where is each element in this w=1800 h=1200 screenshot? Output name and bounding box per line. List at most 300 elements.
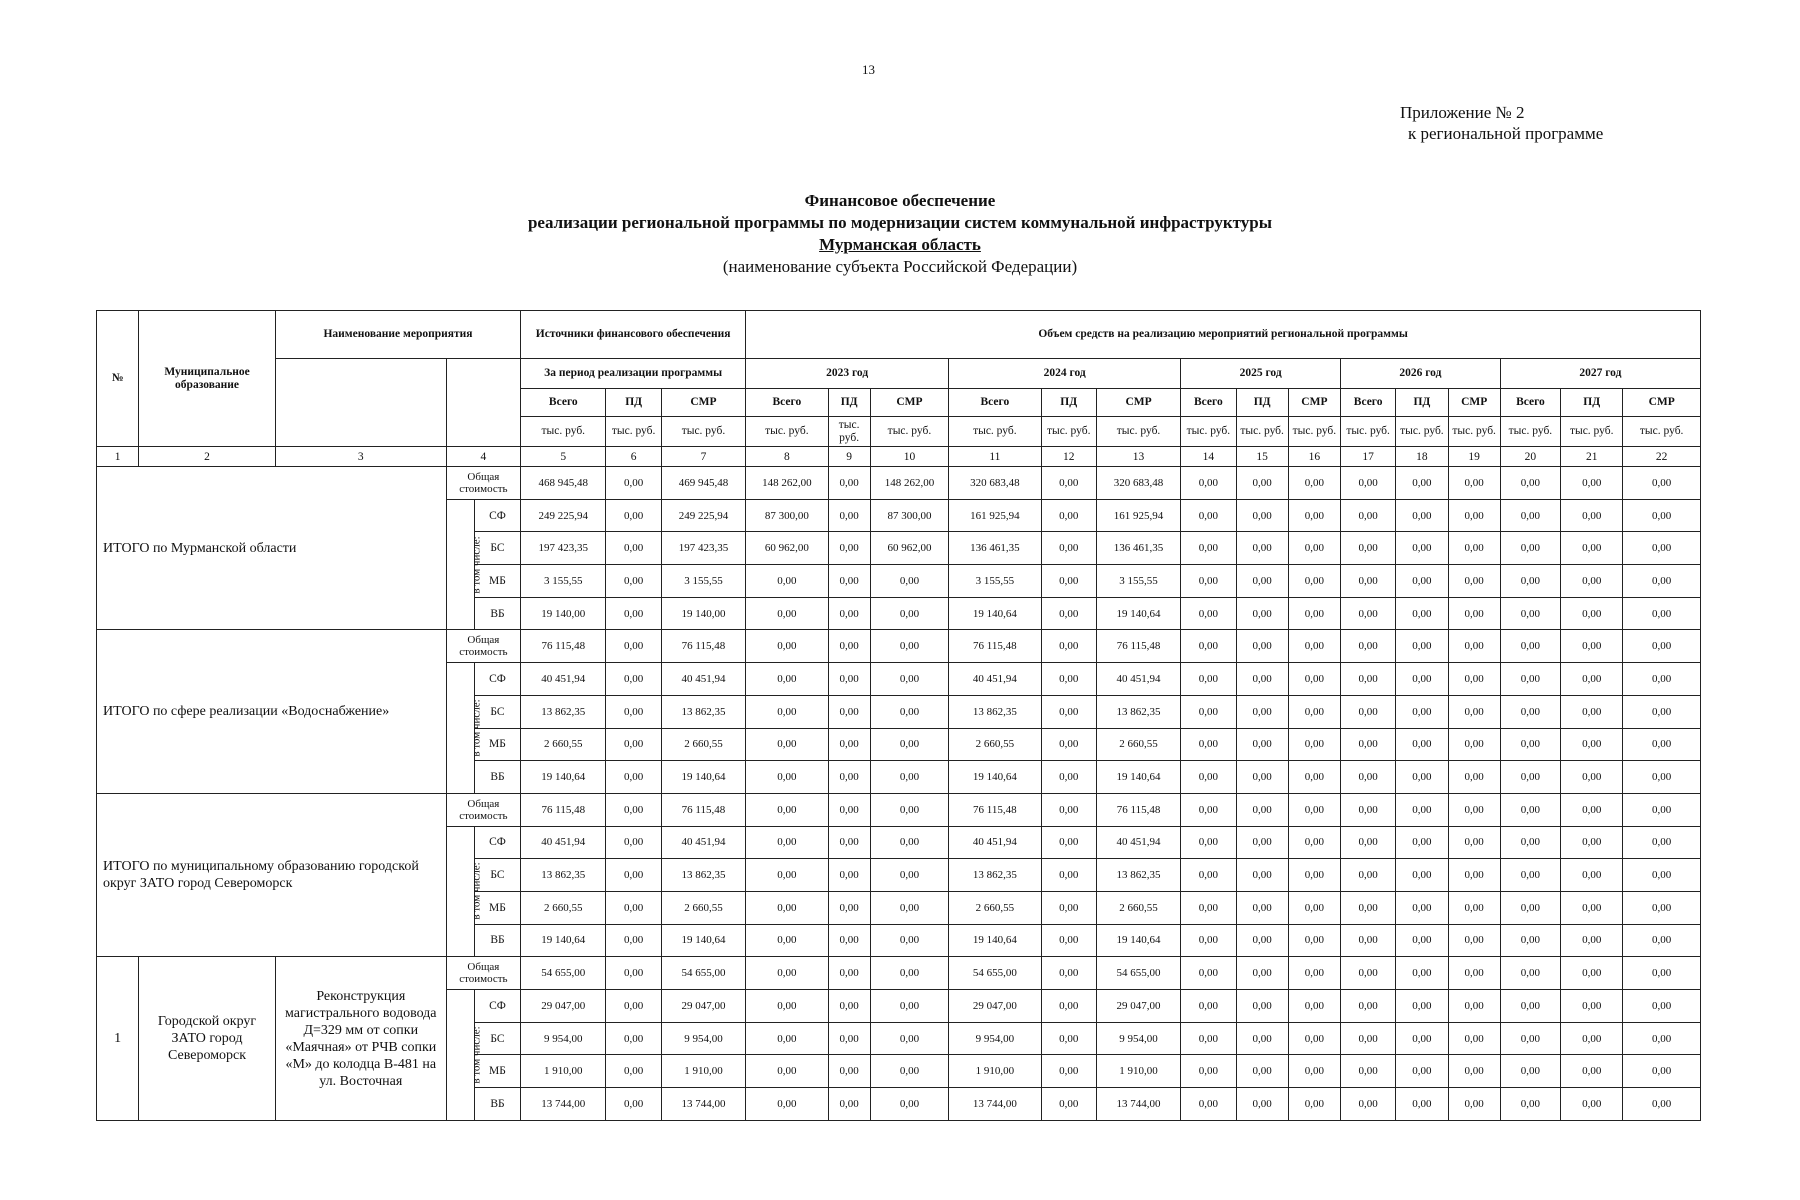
project-municipality: Городской округ ЗАТО город Североморск bbox=[139, 957, 276, 1120]
in-that-text: в том числе: bbox=[470, 699, 483, 757]
value-cell: 0,00 bbox=[1500, 859, 1560, 892]
source-code: МБ bbox=[474, 728, 520, 761]
value-cell: 29 047,00 bbox=[1096, 990, 1180, 1023]
value-cell: 0,00 bbox=[1561, 859, 1623, 892]
value-cell: 0,00 bbox=[1041, 597, 1096, 630]
value-cell: 54 655,00 bbox=[521, 957, 606, 990]
in-that-label bbox=[446, 990, 483, 1121]
value-cell: 0,00 bbox=[746, 859, 828, 892]
source-code: МБ bbox=[474, 565, 520, 598]
value-cell: 40 451,94 bbox=[521, 826, 606, 859]
value-cell: 0,00 bbox=[746, 695, 828, 728]
value-cell: 0,00 bbox=[1181, 597, 1236, 630]
value-cell: 13 862,35 bbox=[521, 695, 606, 728]
value-cell: 0,00 bbox=[1561, 761, 1623, 794]
value-cell: 0,00 bbox=[1500, 1088, 1560, 1121]
value-cell: 0,00 bbox=[870, 597, 948, 630]
value-cell: 0,00 bbox=[1561, 891, 1623, 924]
subheader-pd: ПД bbox=[606, 389, 661, 417]
table-row bbox=[97, 793, 1701, 826]
value-cell: 0,00 bbox=[1288, 761, 1340, 794]
value-cell: 0,00 bbox=[1448, 1055, 1500, 1088]
value-cell: 0,00 bbox=[1500, 565, 1560, 598]
subheader-vsego: Всего bbox=[949, 389, 1041, 417]
value-cell: 0,00 bbox=[1396, 1022, 1448, 1055]
value-cell: 0,00 bbox=[746, 728, 828, 761]
value-cell: 197 423,35 bbox=[661, 532, 745, 565]
unit-label: тыс. руб. bbox=[1623, 417, 1701, 447]
col-municipality-header: Муниципальное образование bbox=[139, 311, 276, 447]
value-cell: 0,00 bbox=[1041, 924, 1096, 957]
value-cell: 1 910,00 bbox=[949, 1055, 1041, 1088]
project-event: Реконструкция магистрального водовода Д=329 мм от сопки «Маячная» от РЧВ сопки «М» до колодца В-481 на ул. Восточная bbox=[275, 957, 446, 1120]
source-code: ВБ bbox=[474, 924, 520, 957]
value-cell: 0,00 bbox=[1181, 728, 1236, 761]
value-cell: 0,00 bbox=[1236, 957, 1288, 990]
value-cell: 0,00 bbox=[1341, 826, 1396, 859]
value-cell: 2 660,55 bbox=[1096, 891, 1180, 924]
value-cell: 0,00 bbox=[1341, 859, 1396, 892]
subheader-smr: СМР bbox=[661, 389, 745, 417]
source-code: ВБ bbox=[474, 1088, 520, 1121]
value-cell: 0,00 bbox=[1236, 1055, 1288, 1088]
value-cell: 0,00 bbox=[1288, 891, 1340, 924]
value-cell: 0,00 bbox=[870, 1022, 948, 1055]
column-number: 13 bbox=[1096, 447, 1180, 467]
value-cell: 13 862,35 bbox=[1096, 695, 1180, 728]
value-cell: 0,00 bbox=[828, 630, 870, 663]
value-cell: 0,00 bbox=[1236, 793, 1288, 826]
value-cell: 0,00 bbox=[606, 565, 661, 598]
unit-label: тыс. руб. bbox=[1500, 417, 1560, 447]
value-cell: 0,00 bbox=[1448, 891, 1500, 924]
value-cell: 0,00 bbox=[606, 990, 661, 1023]
value-cell: 0,00 bbox=[1041, 467, 1096, 500]
col-volume-header: Объем средств на реализацию мероприятий региональной программы bbox=[746, 311, 1701, 359]
value-cell: 249 225,94 bbox=[661, 499, 745, 532]
value-cell: 0,00 bbox=[1041, 630, 1096, 663]
value-cell: 0,00 bbox=[1288, 499, 1340, 532]
column-number: 15 bbox=[1236, 447, 1288, 467]
source-code: СФ bbox=[474, 663, 520, 696]
column-number: 4 bbox=[446, 447, 520, 467]
value-cell: 0,00 bbox=[1396, 565, 1448, 598]
value-cell: 0,00 bbox=[870, 728, 948, 761]
value-cell: 54 655,00 bbox=[1096, 957, 1180, 990]
unit-label: тыс. руб. bbox=[1396, 417, 1448, 447]
value-cell: 0,00 bbox=[1500, 891, 1560, 924]
value-cell: 0,00 bbox=[606, 597, 661, 630]
value-cell: 0,00 bbox=[828, 761, 870, 794]
value-cell: 0,00 bbox=[1181, 630, 1236, 663]
value-cell: 76 115,48 bbox=[661, 630, 745, 663]
value-cell: 0,00 bbox=[1041, 793, 1096, 826]
source-code: БС bbox=[474, 695, 520, 728]
value-cell: 13 744,00 bbox=[1096, 1088, 1180, 1121]
value-cell: 0,00 bbox=[870, 1088, 948, 1121]
value-cell: 0,00 bbox=[606, 1055, 661, 1088]
value-cell: 0,00 bbox=[1448, 695, 1500, 728]
value-cell: 0,00 bbox=[1623, 1022, 1701, 1055]
subheader-vsego: Всего bbox=[1500, 389, 1560, 417]
value-cell: 0,00 bbox=[1041, 663, 1096, 696]
value-cell: 0,00 bbox=[606, 499, 661, 532]
value-cell: 0,00 bbox=[1396, 663, 1448, 696]
value-cell: 0,00 bbox=[1500, 924, 1560, 957]
value-cell: 0,00 bbox=[1041, 826, 1096, 859]
column-number: 8 bbox=[746, 447, 828, 467]
value-cell: 0,00 bbox=[1561, 532, 1623, 565]
value-cell: 0,00 bbox=[746, 663, 828, 696]
value-cell: 0,00 bbox=[1288, 467, 1340, 500]
value-cell: 2 660,55 bbox=[949, 891, 1041, 924]
value-cell: 19 140,64 bbox=[949, 761, 1041, 794]
column-number: 1 bbox=[97, 447, 139, 467]
value-cell: 0,00 bbox=[1561, 499, 1623, 532]
value-cell: 0,00 bbox=[828, 793, 870, 826]
value-cell: 0,00 bbox=[1288, 1055, 1340, 1088]
value-cell: 136 461,35 bbox=[1096, 532, 1180, 565]
value-cell: 0,00 bbox=[1041, 891, 1096, 924]
value-cell: 0,00 bbox=[1623, 597, 1701, 630]
value-cell: 0,00 bbox=[1236, 467, 1288, 500]
subheader-vsego: Всего bbox=[1181, 389, 1236, 417]
value-cell: 0,00 bbox=[1448, 924, 1500, 957]
subheader-vsego: Всего bbox=[746, 389, 828, 417]
value-cell: 29 047,00 bbox=[949, 990, 1041, 1023]
value-cell: 60 962,00 bbox=[746, 532, 828, 565]
value-cell: 0,00 bbox=[1236, 565, 1288, 598]
column-number: 10 bbox=[870, 447, 948, 467]
value-cell: 0,00 bbox=[870, 630, 948, 663]
value-cell: 0,00 bbox=[1448, 499, 1500, 532]
value-cell: 0,00 bbox=[1623, 957, 1701, 990]
value-cell: 0,00 bbox=[828, 990, 870, 1023]
value-cell: 0,00 bbox=[1181, 1055, 1236, 1088]
value-cell: 0,00 bbox=[1448, 793, 1500, 826]
subheader-smr: СМР bbox=[1096, 389, 1180, 417]
value-cell: 0,00 bbox=[1561, 1055, 1623, 1088]
value-cell: 468 945,48 bbox=[521, 467, 606, 500]
value-cell: 0,00 bbox=[1561, 728, 1623, 761]
value-cell: 0,00 bbox=[1561, 663, 1623, 696]
value-cell: 148 262,00 bbox=[746, 467, 828, 500]
value-cell: 0,00 bbox=[1341, 728, 1396, 761]
value-cell: 0,00 bbox=[828, 532, 870, 565]
value-cell: 0,00 bbox=[1288, 728, 1340, 761]
value-cell: 0,00 bbox=[1448, 957, 1500, 990]
value-cell: 0,00 bbox=[1041, 532, 1096, 565]
column-number: 9 bbox=[828, 447, 870, 467]
source-code: СФ bbox=[474, 826, 520, 859]
source-code: БС bbox=[474, 532, 520, 565]
value-cell: 0,00 bbox=[1041, 957, 1096, 990]
value-cell: 0,00 bbox=[606, 859, 661, 892]
financing-table bbox=[96, 310, 1701, 1121]
value-cell: 0,00 bbox=[828, 859, 870, 892]
value-cell: 0,00 bbox=[1500, 630, 1560, 663]
value-cell: 29 047,00 bbox=[521, 990, 606, 1023]
value-cell: 0,00 bbox=[828, 728, 870, 761]
value-cell: 2 660,55 bbox=[521, 891, 606, 924]
value-cell: 9 954,00 bbox=[949, 1022, 1041, 1055]
value-cell: 0,00 bbox=[1396, 793, 1448, 826]
value-cell: 19 140,64 bbox=[661, 924, 745, 957]
value-cell: 161 925,94 bbox=[1096, 499, 1180, 532]
value-cell: 0,00 bbox=[1181, 1088, 1236, 1121]
source-code: БС bbox=[474, 859, 520, 892]
source-code: БС bbox=[474, 1022, 520, 1055]
title-line-2: реализации региональной программы по модернизации систем коммунальной инфраструктуры bbox=[527, 213, 1273, 232]
value-cell: 0,00 bbox=[1396, 924, 1448, 957]
value-cell: 0,00 bbox=[1041, 728, 1096, 761]
value-cell: 0,00 bbox=[746, 597, 828, 630]
value-cell: 0,00 bbox=[870, 891, 948, 924]
value-cell: 0,00 bbox=[1623, 826, 1701, 859]
value-cell: 13 744,00 bbox=[661, 1088, 745, 1121]
value-cell: 0,00 bbox=[1181, 793, 1236, 826]
in-that-label bbox=[446, 499, 483, 630]
value-cell: 0,00 bbox=[870, 924, 948, 957]
value-cell: 0,00 bbox=[828, 565, 870, 598]
subheader-pd: ПД bbox=[1041, 389, 1096, 417]
value-cell: 469 945,48 bbox=[661, 467, 745, 500]
value-cell: 0,00 bbox=[1500, 761, 1560, 794]
value-cell: 0,00 bbox=[1181, 499, 1236, 532]
value-cell: 0,00 bbox=[1288, 695, 1340, 728]
value-cell: 0,00 bbox=[1500, 1055, 1560, 1088]
value-cell: 0,00 bbox=[1236, 1088, 1288, 1121]
value-cell: 0,00 bbox=[1181, 565, 1236, 598]
value-cell: 0,00 bbox=[606, 663, 661, 696]
value-cell: 0,00 bbox=[828, 597, 870, 630]
value-cell: 0,00 bbox=[828, 695, 870, 728]
value-cell: 19 140,64 bbox=[1096, 761, 1180, 794]
value-cell: 0,00 bbox=[1341, 891, 1396, 924]
value-cell: 3 155,55 bbox=[949, 565, 1041, 598]
value-cell: 0,00 bbox=[606, 826, 661, 859]
value-cell: 0,00 bbox=[1181, 826, 1236, 859]
value-cell: 19 140,00 bbox=[521, 597, 606, 630]
value-cell: 0,00 bbox=[1236, 663, 1288, 696]
value-cell: 0,00 bbox=[1288, 1022, 1340, 1055]
value-cell: 0,00 bbox=[1396, 826, 1448, 859]
value-cell: 320 683,48 bbox=[949, 467, 1041, 500]
value-cell: 0,00 bbox=[1623, 728, 1701, 761]
value-cell: 0,00 bbox=[1623, 1055, 1701, 1088]
value-cell: 13 862,35 bbox=[949, 695, 1041, 728]
value-cell: 0,00 bbox=[828, 663, 870, 696]
value-cell: 0,00 bbox=[1448, 663, 1500, 696]
value-cell: 2 660,55 bbox=[661, 728, 745, 761]
year-2025-header: 2025 год bbox=[1181, 359, 1341, 389]
value-cell: 0,00 bbox=[1041, 1055, 1096, 1088]
value-cell: 0,00 bbox=[1288, 532, 1340, 565]
source-code: ВБ bbox=[474, 597, 520, 630]
column-number: 14 bbox=[1181, 447, 1236, 467]
value-cell: 0,00 bbox=[746, 891, 828, 924]
value-cell: 0,00 bbox=[1561, 924, 1623, 957]
unit-label: тыс. руб. bbox=[1041, 417, 1096, 447]
value-cell: 0,00 bbox=[606, 467, 661, 500]
value-cell: 0,00 bbox=[606, 891, 661, 924]
value-cell: 0,00 bbox=[1041, 565, 1096, 598]
value-cell: 76 115,48 bbox=[1096, 630, 1180, 663]
value-cell: 19 140,64 bbox=[521, 761, 606, 794]
value-cell: 0,00 bbox=[1396, 630, 1448, 663]
project-number: 1 bbox=[97, 957, 139, 1120]
region-caption: (наименование субъекта Российской Федерации) bbox=[722, 257, 1078, 276]
value-cell: 0,00 bbox=[1341, 597, 1396, 630]
column-number: 18 bbox=[1396, 447, 1448, 467]
value-cell: 0,00 bbox=[1341, 793, 1396, 826]
value-cell: 0,00 bbox=[1288, 859, 1340, 892]
value-cell: 0,00 bbox=[1341, 990, 1396, 1023]
value-cell: 19 140,64 bbox=[521, 924, 606, 957]
value-cell: 0,00 bbox=[1396, 859, 1448, 892]
value-cell: 0,00 bbox=[1288, 663, 1340, 696]
value-cell: 0,00 bbox=[1041, 695, 1096, 728]
value-cell: 13 862,35 bbox=[661, 695, 745, 728]
value-cell: 0,00 bbox=[1561, 990, 1623, 1023]
col-num-header: № bbox=[97, 311, 139, 447]
value-cell: 0,00 bbox=[1623, 565, 1701, 598]
value-cell: 0,00 bbox=[1448, 565, 1500, 598]
value-cell: 0,00 bbox=[1623, 859, 1701, 892]
value-cell: 0,00 bbox=[746, 630, 828, 663]
value-cell: 0,00 bbox=[1288, 565, 1340, 598]
value-cell: 0,00 bbox=[746, 1055, 828, 1088]
col-event-header: Наименование мероприятия bbox=[275, 311, 520, 359]
unit-label: тыс. руб. bbox=[870, 417, 948, 447]
source-subheader-empty bbox=[446, 359, 520, 447]
value-cell: 13 862,35 bbox=[949, 859, 1041, 892]
subheader-pd: ПД bbox=[1396, 389, 1448, 417]
subheader-pd: ПД bbox=[1561, 389, 1623, 417]
unit-label: тыс. руб. bbox=[1448, 417, 1500, 447]
value-cell: 0,00 bbox=[606, 532, 661, 565]
value-cell: 0,00 bbox=[1561, 630, 1623, 663]
value-cell: 0,00 bbox=[1236, 695, 1288, 728]
value-cell: 0,00 bbox=[828, 1022, 870, 1055]
value-cell: 87 300,00 bbox=[870, 499, 948, 532]
value-cell: 40 451,94 bbox=[1096, 826, 1180, 859]
value-cell: 0,00 bbox=[1500, 467, 1560, 500]
value-cell: 0,00 bbox=[1288, 1088, 1340, 1121]
value-cell: 0,00 bbox=[1448, 1022, 1500, 1055]
value-cell: 0,00 bbox=[1500, 695, 1560, 728]
value-cell: 0,00 bbox=[870, 826, 948, 859]
in-that-text: в том числе: bbox=[470, 1026, 483, 1084]
source-code: ВБ bbox=[474, 761, 520, 794]
subheader-pd: ПД bbox=[1236, 389, 1288, 417]
value-cell: 2 660,55 bbox=[661, 891, 745, 924]
value-cell: 0,00 bbox=[746, 761, 828, 794]
subheader-smr: СМР bbox=[870, 389, 948, 417]
value-cell: 0,00 bbox=[1236, 990, 1288, 1023]
total-cost-label: Общая стоимость bbox=[446, 630, 520, 663]
value-cell: 197 423,35 bbox=[521, 532, 606, 565]
value-cell: 13 862,35 bbox=[661, 859, 745, 892]
value-cell: 0,00 bbox=[1288, 826, 1340, 859]
value-cell: 0,00 bbox=[1448, 826, 1500, 859]
value-cell: 76 115,48 bbox=[661, 793, 745, 826]
value-cell: 54 655,00 bbox=[661, 957, 745, 990]
value-cell: 0,00 bbox=[1500, 1022, 1560, 1055]
unit-label: тыс. руб. bbox=[828, 417, 870, 447]
value-cell: 0,00 bbox=[1448, 532, 1500, 565]
value-cell: 40 451,94 bbox=[1096, 663, 1180, 696]
value-cell: 136 461,35 bbox=[949, 532, 1041, 565]
value-cell: 0,00 bbox=[1288, 793, 1340, 826]
value-cell: 0,00 bbox=[1236, 728, 1288, 761]
value-cell: 0,00 bbox=[1623, 990, 1701, 1023]
column-number: 17 bbox=[1341, 447, 1396, 467]
value-cell: 0,00 bbox=[1561, 467, 1623, 500]
value-cell: 0,00 bbox=[606, 761, 661, 794]
value-cell: 0,00 bbox=[828, 957, 870, 990]
value-cell: 0,00 bbox=[1561, 1022, 1623, 1055]
value-cell: 0,00 bbox=[1341, 957, 1396, 990]
value-cell: 0,00 bbox=[1181, 532, 1236, 565]
value-cell: 0,00 bbox=[1181, 859, 1236, 892]
value-cell: 0,00 bbox=[1623, 467, 1701, 500]
in-that-label bbox=[446, 663, 483, 794]
event-subheader-empty bbox=[275, 359, 446, 447]
unit-label: тыс. руб. bbox=[1561, 417, 1623, 447]
value-cell: 19 140,64 bbox=[1096, 597, 1180, 630]
table-row bbox=[97, 467, 1701, 500]
appendix-line-1: Приложение № 2 bbox=[1400, 103, 1525, 122]
value-cell: 0,00 bbox=[1396, 1055, 1448, 1088]
unit-label: тыс. руб. bbox=[746, 417, 828, 447]
column-number: 11 bbox=[949, 447, 1041, 467]
value-cell: 13 744,00 bbox=[949, 1088, 1041, 1121]
source-code: МБ bbox=[474, 1055, 520, 1088]
unit-label: тыс. руб. bbox=[1236, 417, 1288, 447]
value-cell: 3 155,55 bbox=[1096, 565, 1180, 598]
value-cell: 148 262,00 bbox=[870, 467, 948, 500]
value-cell: 0,00 bbox=[606, 728, 661, 761]
value-cell: 0,00 bbox=[1396, 990, 1448, 1023]
year-2023-header: 2023 год bbox=[746, 359, 949, 389]
value-cell: 1 910,00 bbox=[521, 1055, 606, 1088]
value-cell: 19 140,64 bbox=[1096, 924, 1180, 957]
value-cell: 0,00 bbox=[1236, 532, 1288, 565]
value-cell: 0,00 bbox=[1623, 891, 1701, 924]
region-name: Мурманская область bbox=[819, 235, 981, 254]
value-cell: 0,00 bbox=[1448, 467, 1500, 500]
value-cell: 0,00 bbox=[1396, 761, 1448, 794]
value-cell: 40 451,94 bbox=[949, 826, 1041, 859]
value-cell: 0,00 bbox=[1396, 532, 1448, 565]
value-cell: 0,00 bbox=[1341, 924, 1396, 957]
value-cell: 0,00 bbox=[1561, 793, 1623, 826]
value-cell: 0,00 bbox=[606, 957, 661, 990]
value-cell: 0,00 bbox=[1288, 957, 1340, 990]
column-number: 12 bbox=[1041, 447, 1096, 467]
value-cell: 0,00 bbox=[1623, 663, 1701, 696]
value-cell: 0,00 bbox=[1236, 924, 1288, 957]
value-cell: 0,00 bbox=[1623, 499, 1701, 532]
value-cell: 249 225,94 bbox=[521, 499, 606, 532]
value-cell: 0,00 bbox=[1623, 532, 1701, 565]
value-cell: 0,00 bbox=[870, 695, 948, 728]
value-cell: 0,00 bbox=[1561, 565, 1623, 598]
appendix-note bbox=[1400, 102, 1603, 144]
value-cell: 0,00 bbox=[1448, 1088, 1500, 1121]
value-cell: 0,00 bbox=[1341, 1055, 1396, 1088]
